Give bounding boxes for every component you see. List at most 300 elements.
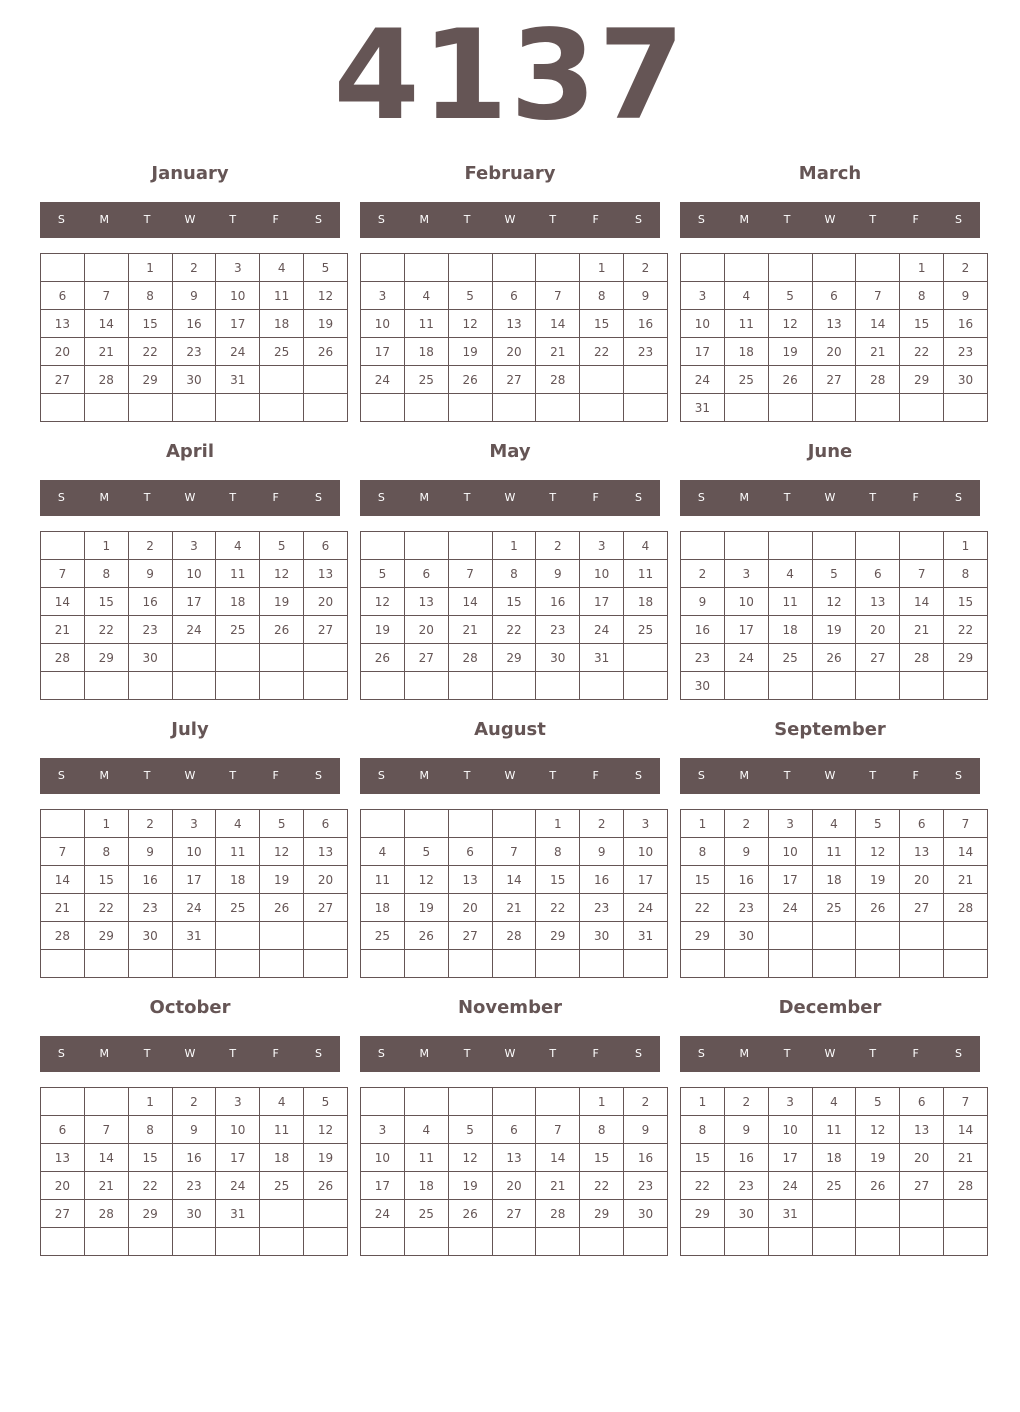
- day-cell: 30: [724, 1200, 768, 1228]
- day-cell: 7: [41, 560, 85, 588]
- day-cell: 24: [580, 616, 624, 644]
- weekday-label: W: [504, 213, 516, 226]
- day-cell: 10: [361, 310, 405, 338]
- week-row: [41, 922, 348, 950]
- day-cell: 24: [681, 366, 725, 394]
- day-cell: 4: [361, 838, 405, 866]
- day-cell: 30: [128, 644, 172, 672]
- week-row: [41, 338, 348, 366]
- day-cell: 21: [856, 338, 900, 366]
- week-row: [681, 838, 988, 866]
- day-cell: 18: [812, 866, 856, 894]
- weekday-label: S: [697, 769, 705, 782]
- day-cell: 13: [492, 310, 536, 338]
- day-cell: 19: [448, 338, 492, 366]
- day-cell: 21: [448, 616, 492, 644]
- weekday-label: T: [783, 769, 791, 782]
- day-cell: 16: [724, 1144, 768, 1172]
- day-cell: 30: [944, 366, 988, 394]
- day-cell: 21: [536, 338, 580, 366]
- week-row: [681, 310, 988, 338]
- day-cell: 27: [900, 894, 944, 922]
- day-cell: 24: [724, 644, 768, 672]
- day-cell: 6: [900, 810, 944, 838]
- day-cell: 7: [84, 1116, 128, 1144]
- day-cell: 20: [900, 866, 944, 894]
- week-row: [681, 672, 988, 700]
- day-cell: 5: [448, 1116, 492, 1144]
- day-cell: 28: [900, 644, 944, 672]
- week-row: [681, 894, 988, 922]
- day-cell: 1: [580, 1088, 624, 1116]
- day-cell: [944, 672, 988, 700]
- day-cell: 25: [216, 616, 260, 644]
- day-cell: [681, 950, 725, 978]
- week-row: [361, 588, 668, 616]
- week-row: [361, 1172, 668, 1200]
- weekday-label: T: [549, 769, 557, 782]
- day-cell: 12: [260, 560, 304, 588]
- week-row: [361, 894, 668, 922]
- day-cell: 6: [41, 282, 85, 310]
- day-cell: 8: [84, 560, 128, 588]
- weekday-label: T: [463, 491, 471, 504]
- day-cell: [856, 394, 900, 422]
- weekday-label: F: [912, 213, 919, 226]
- day-cell: [304, 1228, 348, 1256]
- day-cell: 26: [304, 338, 348, 366]
- day-cell: 27: [304, 616, 348, 644]
- day-cell: 5: [260, 532, 304, 560]
- day-cell: 2: [724, 810, 768, 838]
- day-cell: [768, 1228, 812, 1256]
- day-cell: 17: [172, 866, 216, 894]
- month-july: [40, 716, 340, 986]
- day-cell: 6: [492, 1116, 536, 1144]
- day-cell: 6: [448, 838, 492, 866]
- weekday-label: S: [314, 213, 322, 226]
- day-cell: [812, 394, 856, 422]
- day-cell: 29: [128, 366, 172, 394]
- day-cell: 18: [768, 616, 812, 644]
- month-january: [40, 160, 340, 430]
- day-cell: [812, 254, 856, 282]
- day-cell: 15: [492, 588, 536, 616]
- day-cell: 27: [41, 1200, 85, 1228]
- day-cell: [172, 950, 216, 978]
- day-cell: 4: [724, 282, 768, 310]
- day-cell: 9: [724, 1116, 768, 1144]
- day-cell: 29: [84, 644, 128, 672]
- day-cell: 12: [856, 838, 900, 866]
- day-cell: 8: [681, 1116, 725, 1144]
- day-cell: 29: [492, 644, 536, 672]
- day-cell: [900, 532, 944, 560]
- day-cell: [304, 394, 348, 422]
- day-cell: 2: [536, 532, 580, 560]
- weekday-label: T: [143, 1047, 151, 1060]
- day-cell: [216, 1228, 260, 1256]
- weekday-label: S: [314, 1047, 322, 1060]
- month-name: January: [151, 163, 229, 184]
- weekday-label: T: [229, 769, 237, 782]
- weekday-header: [360, 758, 660, 794]
- day-cell: [404, 1088, 448, 1116]
- day-cell: 15: [944, 588, 988, 616]
- month-october: [40, 994, 340, 1264]
- weekday-label: S: [377, 769, 385, 782]
- day-cell: 28: [944, 894, 988, 922]
- day-cell: 28: [536, 366, 580, 394]
- day-cell: 1: [128, 254, 172, 282]
- day-cell: [216, 950, 260, 978]
- day-cell: 6: [812, 282, 856, 310]
- month-name: June: [807, 441, 853, 462]
- weekday-label: F: [272, 213, 279, 226]
- day-cell: 8: [900, 282, 944, 310]
- day-cell: [580, 672, 624, 700]
- week-row: [361, 950, 668, 978]
- day-cell: 10: [361, 1144, 405, 1172]
- week-row: [681, 532, 988, 560]
- day-cell: 29: [84, 922, 128, 950]
- day-cell: 24: [361, 366, 405, 394]
- day-cell: 18: [260, 1144, 304, 1172]
- day-cell: 10: [768, 838, 812, 866]
- day-cell: 5: [260, 810, 304, 838]
- day-cell: [304, 672, 348, 700]
- day-cell: 13: [900, 1116, 944, 1144]
- day-cell: [404, 1228, 448, 1256]
- week-row: [41, 810, 348, 838]
- week-row: [41, 950, 348, 978]
- day-cell: 5: [812, 560, 856, 588]
- day-cell: 26: [448, 366, 492, 394]
- day-cell: 3: [361, 1116, 405, 1144]
- day-cell: 24: [768, 894, 812, 922]
- day-cell: [812, 532, 856, 560]
- day-cell: 21: [900, 616, 944, 644]
- day-cell: [812, 950, 856, 978]
- day-cell: 13: [304, 838, 348, 866]
- day-grid: [680, 531, 988, 700]
- day-cell: 30: [536, 644, 580, 672]
- week-row: [681, 866, 988, 894]
- day-cell: 16: [624, 1144, 668, 1172]
- day-cell: 26: [448, 1200, 492, 1228]
- day-cell: 9: [624, 282, 668, 310]
- day-grid: [40, 253, 348, 422]
- day-cell: 3: [216, 1088, 260, 1116]
- month-november: [360, 994, 660, 1264]
- weekday-label: T: [549, 213, 557, 226]
- weekday-header: [360, 480, 660, 516]
- day-cell: 23: [681, 644, 725, 672]
- day-cell: [41, 254, 85, 282]
- day-grid: [680, 1087, 988, 1256]
- day-cell: [260, 1228, 304, 1256]
- day-cell: 14: [448, 588, 492, 616]
- day-cell: 22: [580, 1172, 624, 1200]
- week-row: [361, 310, 668, 338]
- weekday-label: S: [697, 213, 705, 226]
- weekday-label: S: [954, 491, 962, 504]
- day-cell: [448, 1228, 492, 1256]
- weekday-label: F: [912, 1047, 919, 1060]
- day-cell: [768, 254, 812, 282]
- day-cell: [361, 672, 405, 700]
- week-row: [41, 672, 348, 700]
- day-cell: 25: [260, 1172, 304, 1200]
- day-cell: 6: [856, 560, 900, 588]
- day-cell: 27: [492, 1200, 536, 1228]
- day-cell: [536, 394, 580, 422]
- week-row: [41, 894, 348, 922]
- day-cell: 29: [900, 366, 944, 394]
- day-cell: [536, 254, 580, 282]
- day-cell: 16: [128, 588, 172, 616]
- week-row: [41, 310, 348, 338]
- day-cell: 20: [404, 616, 448, 644]
- weekday-label: S: [57, 1047, 65, 1060]
- weekday-label: T: [783, 213, 791, 226]
- day-cell: 22: [492, 616, 536, 644]
- day-cell: [448, 532, 492, 560]
- day-cell: [944, 394, 988, 422]
- day-cell: [856, 254, 900, 282]
- day-cell: 14: [41, 866, 85, 894]
- day-cell: 10: [768, 1116, 812, 1144]
- weekday-label: S: [954, 1047, 962, 1060]
- day-cell: 9: [580, 838, 624, 866]
- day-cell: 10: [724, 588, 768, 616]
- week-row: [681, 644, 988, 672]
- day-cell: 11: [404, 1144, 448, 1172]
- day-cell: [768, 394, 812, 422]
- day-cell: 25: [361, 922, 405, 950]
- weekday-label: T: [869, 769, 877, 782]
- weekday-header: [40, 480, 340, 516]
- week-row: [681, 1228, 988, 1256]
- day-cell: 4: [216, 810, 260, 838]
- month-march: [680, 160, 980, 430]
- day-cell: 13: [856, 588, 900, 616]
- weekday-label: S: [57, 769, 65, 782]
- day-cell: 8: [580, 1116, 624, 1144]
- day-cell: 26: [260, 616, 304, 644]
- month-name: April: [165, 441, 215, 462]
- week-row: [41, 282, 348, 310]
- day-cell: 10: [624, 838, 668, 866]
- day-cell: [448, 1088, 492, 1116]
- day-cell: 6: [304, 532, 348, 560]
- day-cell: 12: [856, 1116, 900, 1144]
- day-cell: 7: [536, 1116, 580, 1144]
- weekday-label: S: [377, 491, 385, 504]
- day-cell: 12: [361, 588, 405, 616]
- week-row: [41, 366, 348, 394]
- weekday-label: T: [229, 491, 237, 504]
- day-cell: 31: [624, 922, 668, 950]
- day-cell: 29: [944, 644, 988, 672]
- day-cell: 28: [84, 366, 128, 394]
- weekday-label: F: [912, 491, 919, 504]
- day-cell: 20: [492, 1172, 536, 1200]
- day-cell: 10: [216, 282, 260, 310]
- day-cell: [624, 1228, 668, 1256]
- day-cell: 4: [624, 532, 668, 560]
- day-cell: 15: [128, 310, 172, 338]
- weekday-label: F: [592, 769, 599, 782]
- weekday-label: S: [634, 1047, 642, 1060]
- week-row: [681, 588, 988, 616]
- month-name: February: [464, 163, 556, 184]
- day-cell: [404, 394, 448, 422]
- day-cell: 17: [172, 588, 216, 616]
- week-row: [361, 254, 668, 282]
- weekday-label: M: [739, 213, 750, 226]
- day-cell: [448, 810, 492, 838]
- day-cell: 3: [768, 810, 812, 838]
- month-name: November: [457, 997, 563, 1018]
- day-cell: [724, 532, 768, 560]
- day-cell: [944, 1228, 988, 1256]
- week-row: [681, 366, 988, 394]
- day-cell: 2: [724, 1088, 768, 1116]
- day-cell: [361, 1228, 405, 1256]
- week-row: [41, 588, 348, 616]
- day-cell: 28: [856, 366, 900, 394]
- day-cell: 29: [128, 1200, 172, 1228]
- weekday-label: S: [57, 491, 65, 504]
- day-cell: 22: [128, 338, 172, 366]
- weekday-label: M: [419, 213, 430, 226]
- day-cell: 19: [361, 616, 405, 644]
- day-cell: 31: [768, 1200, 812, 1228]
- week-row: [361, 394, 668, 422]
- day-cell: 8: [492, 560, 536, 588]
- day-cell: 19: [260, 588, 304, 616]
- day-cell: 26: [812, 644, 856, 672]
- weekday-label: T: [869, 213, 877, 226]
- day-cell: 28: [536, 1200, 580, 1228]
- day-cell: 1: [900, 254, 944, 282]
- week-row: [361, 1088, 668, 1116]
- week-row: [41, 838, 348, 866]
- day-cell: [724, 394, 768, 422]
- day-cell: 20: [492, 338, 536, 366]
- day-cell: [41, 1228, 85, 1256]
- day-cell: 8: [944, 560, 988, 588]
- week-row: [681, 1200, 988, 1228]
- week-row: [361, 282, 668, 310]
- day-cell: 16: [724, 866, 768, 894]
- day-cell: 9: [128, 838, 172, 866]
- day-cell: 15: [84, 866, 128, 894]
- day-cell: 8: [580, 282, 624, 310]
- day-cell: 15: [681, 1144, 725, 1172]
- day-cell: [41, 532, 85, 560]
- day-cell: 15: [536, 866, 580, 894]
- day-cell: 10: [172, 560, 216, 588]
- week-row: [681, 616, 988, 644]
- day-cell: 7: [944, 1088, 988, 1116]
- day-cell: 15: [580, 1144, 624, 1172]
- day-cell: 28: [41, 922, 85, 950]
- weekday-label: W: [824, 213, 836, 226]
- day-cell: 14: [84, 1144, 128, 1172]
- day-grid: [40, 809, 348, 978]
- month-august: [360, 716, 660, 986]
- day-cell: 11: [260, 1116, 304, 1144]
- day-cell: 15: [84, 588, 128, 616]
- day-cell: 6: [492, 282, 536, 310]
- day-cell: 2: [172, 254, 216, 282]
- day-cell: 26: [260, 894, 304, 922]
- weekday-label: F: [592, 1047, 599, 1060]
- day-cell: 29: [580, 1200, 624, 1228]
- day-cell: 27: [404, 644, 448, 672]
- day-cell: [812, 922, 856, 950]
- week-row: [361, 644, 668, 672]
- week-row: [41, 1088, 348, 1116]
- weekday-label: S: [697, 1047, 705, 1060]
- day-cell: 26: [361, 644, 405, 672]
- day-cell: 23: [536, 616, 580, 644]
- day-cell: 22: [84, 616, 128, 644]
- day-cell: [361, 532, 405, 560]
- day-cell: 3: [580, 532, 624, 560]
- weekday-label: T: [549, 491, 557, 504]
- day-cell: 17: [216, 1144, 260, 1172]
- day-cell: 24: [216, 1172, 260, 1200]
- day-cell: [216, 922, 260, 950]
- day-cell: 5: [856, 810, 900, 838]
- weekday-label: W: [184, 213, 196, 226]
- day-cell: 12: [304, 282, 348, 310]
- day-cell: 19: [260, 866, 304, 894]
- week-row: [41, 1228, 348, 1256]
- day-cell: 20: [448, 894, 492, 922]
- day-cell: [84, 950, 128, 978]
- day-cell: 10: [216, 1116, 260, 1144]
- day-cell: 10: [580, 560, 624, 588]
- day-cell: 20: [41, 1172, 85, 1200]
- weekday-label: T: [463, 769, 471, 782]
- day-cell: 5: [304, 254, 348, 282]
- weekday-label: S: [314, 769, 322, 782]
- day-cell: 22: [128, 1172, 172, 1200]
- day-cell: [172, 672, 216, 700]
- day-cell: 7: [41, 838, 85, 866]
- day-cell: 3: [724, 560, 768, 588]
- day-cell: 14: [944, 838, 988, 866]
- week-row: [361, 616, 668, 644]
- day-cell: [724, 1228, 768, 1256]
- day-cell: [41, 950, 85, 978]
- weekday-header: [40, 1036, 340, 1072]
- day-cell: 5: [448, 282, 492, 310]
- day-cell: [724, 672, 768, 700]
- day-grid: [40, 531, 348, 700]
- day-cell: [404, 254, 448, 282]
- day-cell: 19: [404, 894, 448, 922]
- day-cell: 2: [128, 810, 172, 838]
- day-cell: [304, 1200, 348, 1228]
- week-row: [361, 338, 668, 366]
- day-cell: [580, 394, 624, 422]
- weekday-header: [680, 1036, 980, 1072]
